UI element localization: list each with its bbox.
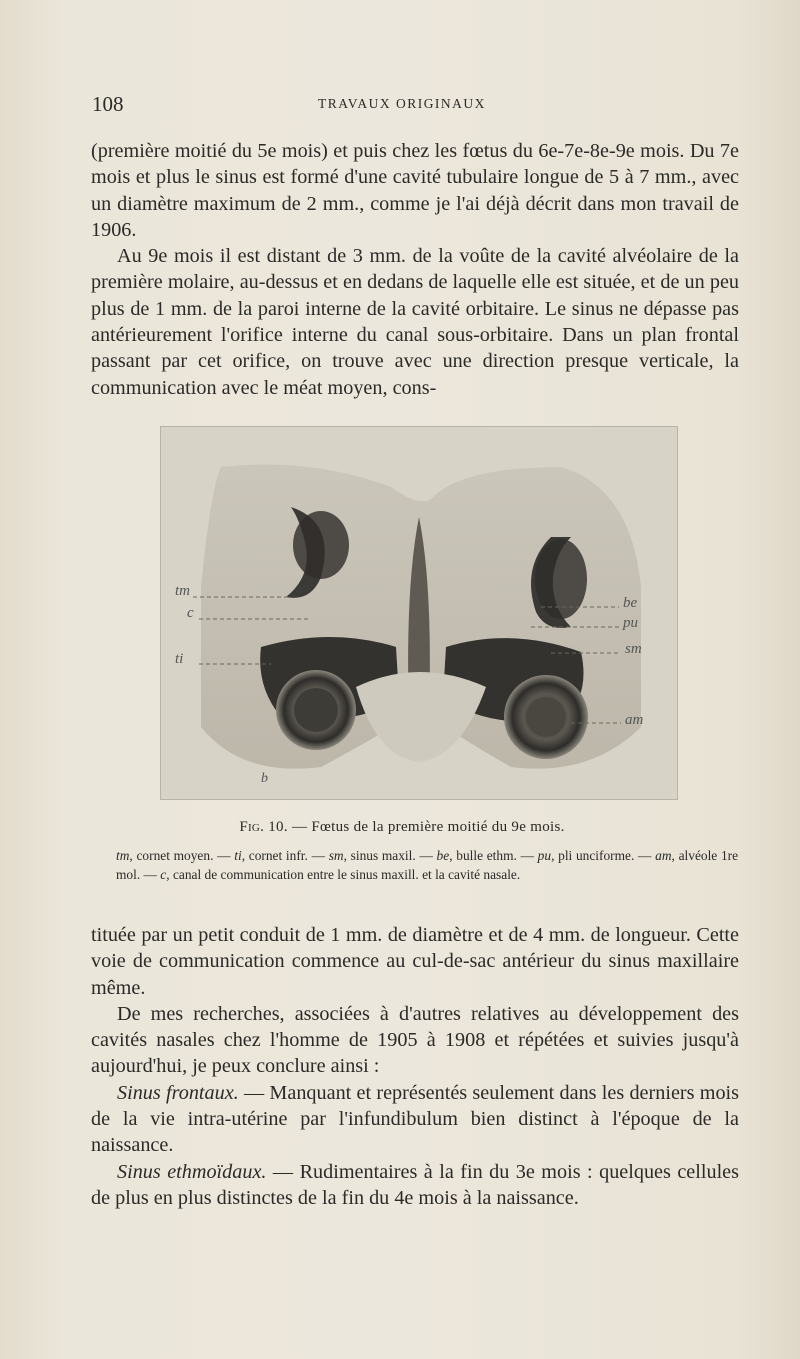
figure-legend: tm, cornet moyen. — ti, cornet infr. — sm, sinus maxil. — be, bulle ethm. — pu, pli unciforme. — am, alvéole 1re mol. — c, canal de communication entre le sinus maxill. et la cavité nasale. <box>116 848 739 882</box>
section-text: — Manquant et représentés seulement dans les derniers mois de la vie intra-utérine par l'infundibulum bien distinct à l'époque de la naissance. <box>91 1081 740 1157</box>
legend-text: canal de communication entre le sinus maxill. et la cavité nasale. <box>172 867 521 882</box>
legend-abbr: tm <box>116 848 130 863</box>
figure-number: Fig. 10. <box>239 819 288 835</box>
section-title: Sinus frontaux. <box>117 1081 239 1104</box>
figure-label: ti <box>175 651 184 667</box>
page-header <box>92 92 712 120</box>
legend-text: bulle ethm. <box>456 848 517 863</box>
figure-label: sm <box>625 641 642 657</box>
legend-abbr: sm <box>328 848 344 863</box>
legend-abbr: c <box>160 867 167 882</box>
section-text: — Rudimentaires à la fin du 3e mois : quelques cellules de plus en plus distinctes de la fin du 4e mois à la naissance. <box>91 1160 740 1209</box>
legend-text: cornet moyen. <box>136 848 214 863</box>
figure-title: Fœtus de la première moitié du 9e mois. <box>311 819 565 835</box>
body-text-top <box>91 138 739 401</box>
figure-label: pu <box>623 615 638 631</box>
legend-abbr: am <box>655 848 672 863</box>
figure-label: am <box>625 712 644 728</box>
legend-text: pli unciforme. <box>558 848 635 863</box>
paragraph: (première moitié du 5e mois) et puis chez les fœtus du 6e-7e-8e-9e mois. Du 7e mois et plus le sinus est formé d'une cavité tubulaire longue de 5 à 7 mm., avec un diamètre maximum de 2 mm., comme je l'ai déjà décrit dans mon travail de 1906. <box>91 140 739 241</box>
legend-text: sinus maxil. <box>350 848 416 863</box>
section-title: Sinus ethmoïdaux. <box>117 1160 267 1183</box>
legend-abbr: be <box>436 848 450 863</box>
figure-label: b <box>261 771 268 786</box>
paragraph-sinus-ethmoidaux <box>91 1159 739 1212</box>
page-number: 108 <box>92 92 124 116</box>
paragraph: De mes recherches, associées à d'autres relatives au développement des cavités nasales chez l'homme de 1905 à 1908 et répétées et suivies jusqu'à aujourd'hui, je peux conclure ainsi : <box>91 1002 739 1078</box>
legend-abbr: ti <box>234 848 242 863</box>
figure-label: c <box>187 605 194 621</box>
figure-caption-title: Fig. 10. — Fœtus de la première moitié du 9e mois. <box>239 819 565 835</box>
paragraph-sinus-frontaux <box>91 1080 739 1159</box>
body-text-bottom <box>91 922 739 1211</box>
legend-text: alvéole 1re mol. <box>116 848 739 882</box>
legend-text: cornet infr. <box>248 848 308 863</box>
paragraph: tituée par un petit conduit de 1 mm. de diamètre et de 4 mm. de longueur. Cette voie de communication commence au cul-de-sac antérieur du sinus maxillaire même. <box>91 924 739 999</box>
figure-label: tm <box>175 583 190 599</box>
figure-label: be <box>623 595 638 611</box>
legend-abbr: pu <box>537 848 552 863</box>
running-title: TRAVAUX ORIGINAUX <box>318 96 486 111</box>
histology-image <box>161 427 677 799</box>
paragraph: Au 9e mois il est distant de 3 mm. de la voûte de la cavité alvéolaire de la première molaire, au-dessus et en dedans de laquelle elle est située, et de un peu plus de 1 mm. de la paroi interne de la cavité orbitaire. Le sinus ne dépasse pas antérieurement l'orifice interne du canal sous-orbitaire. Dans un plan frontal passant par cet orifice, on trouve avec une direction presque verticale, la communication avec le méat moyen, cons- <box>91 245 739 399</box>
figure-histology-section <box>160 426 678 800</box>
